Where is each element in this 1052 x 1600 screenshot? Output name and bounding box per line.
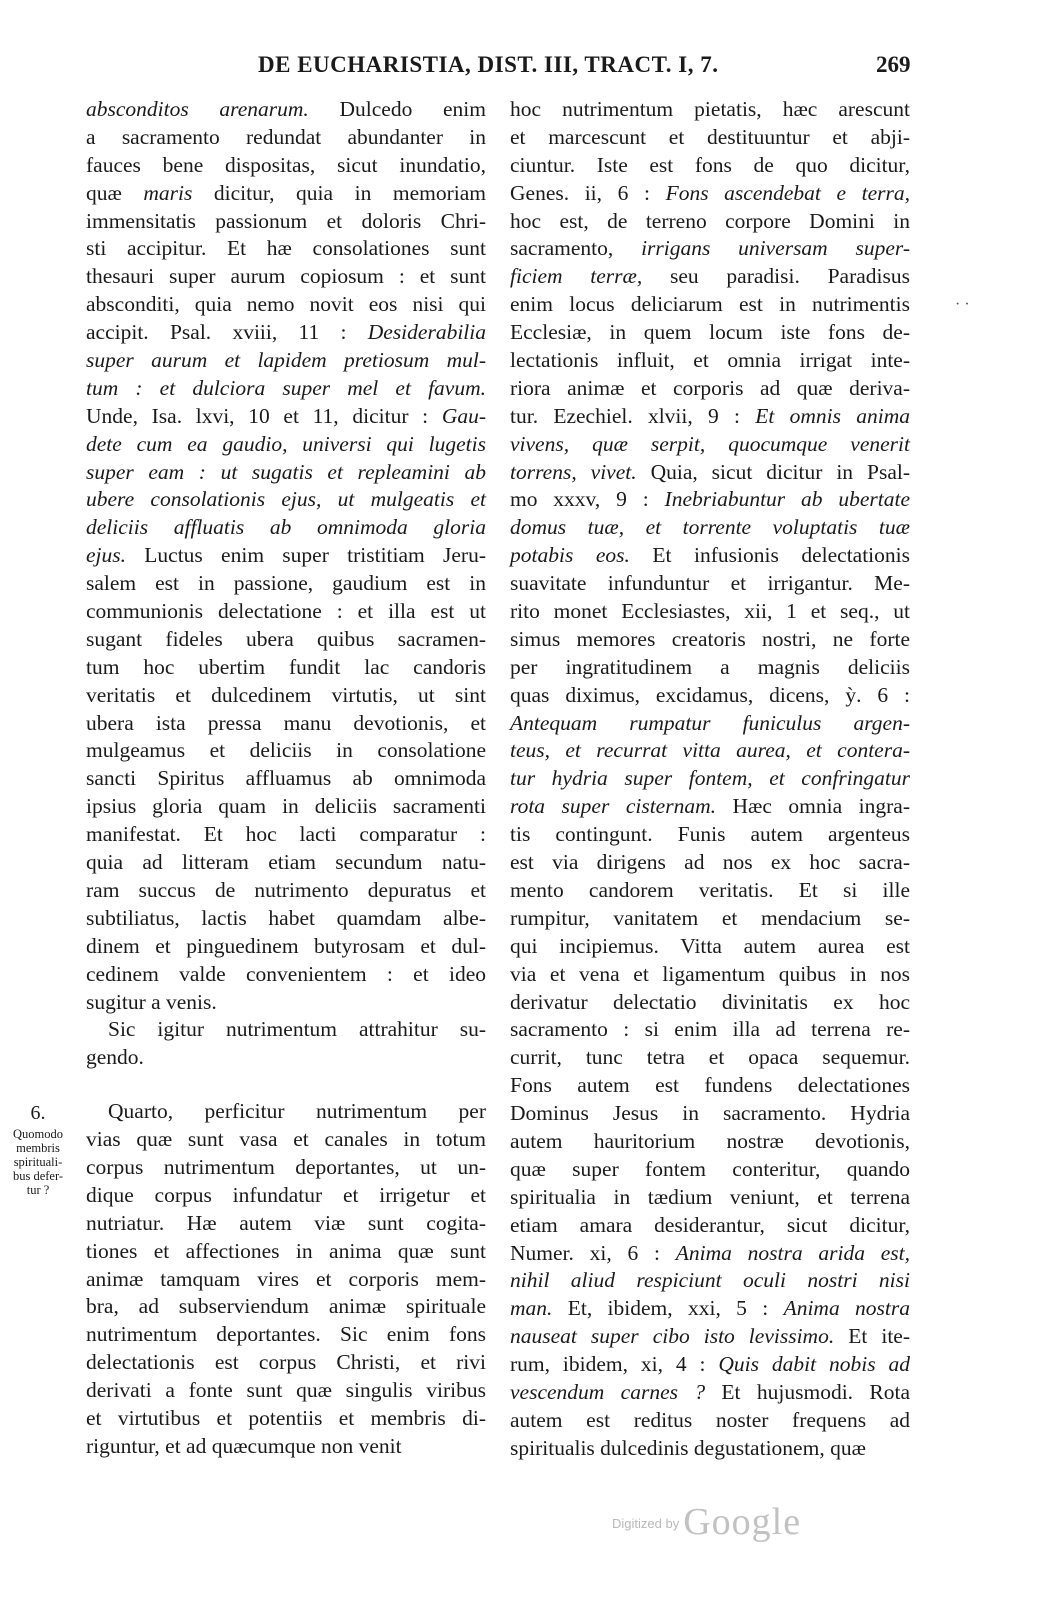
text-segment: Quarto, perficitur nutrimentum per <box>108 1099 486 1124</box>
text-line <box>510 849 910 877</box>
text-segment: animæ tamquam vires et corporis mem- <box>86 1266 486 1291</box>
text-line <box>86 765 486 793</box>
text-line <box>510 737 910 765</box>
marginal-note-line: membris <box>16 1141 60 1155</box>
text-segment: corpus nutrimentum deportantes, ut un- <box>86 1154 486 1179</box>
text-line <box>510 208 910 236</box>
text-segment: sugant fideles ubera quibus sacramen- <box>86 626 486 651</box>
text-segment: dicitur, quia in memoriam <box>192 180 486 205</box>
text-segment: vivens, quæ serpit, quocumque venerit <box>510 431 910 456</box>
text-line <box>510 1100 910 1128</box>
text-segment: derivati a fonte sunt quæ singulis viribus <box>86 1378 486 1403</box>
text-segment: autem est reditus noster frequens ad <box>510 1407 910 1432</box>
text-segment: Et infusionis delectationis <box>629 543 910 568</box>
text-line <box>510 96 910 124</box>
text-line <box>86 152 486 180</box>
text-segment: quæ super fontem conteritur, quando <box>510 1156 910 1181</box>
text-segment: simus memores creatoris nostri, ne forte <box>510 626 910 651</box>
text-segment: tur. Ezechiel. xlvii, 9 : <box>510 403 756 428</box>
text-segment: teus, et recurrat vitta aurea, et contera- <box>510 738 910 763</box>
text-line <box>86 1098 486 1126</box>
text-segment: Genes. ii, 6 : <box>510 180 666 205</box>
text-segment: a sacramento redundat abundanter in <box>86 124 486 149</box>
text-line <box>86 486 486 514</box>
text-segment: Luctus enim super tristitiam Jeru- <box>126 543 486 568</box>
text-line <box>86 989 486 1017</box>
text-segment: Et omnis anima <box>755 403 910 428</box>
text-segment: hoc nutrimentum pietatis, hæc arescunt <box>510 97 910 121</box>
marginal-note-line: spirituali- <box>13 1155 63 1169</box>
text-segment: autem hauritorium nostræ devotionis, <box>510 1128 910 1153</box>
text-segment: tur hydria super fontem, et confringatur <box>510 766 910 791</box>
text-segment: spiritualia in tædium veniunt, et terrena <box>510 1184 910 1209</box>
text-segment: qui incipiemus. Vitta autem aurea est <box>510 933 910 958</box>
text-segment: Gau- <box>441 403 486 428</box>
text-line <box>510 514 910 542</box>
text-line <box>86 598 486 626</box>
text-line <box>86 208 486 236</box>
text-line <box>86 849 486 877</box>
text-segment: tis contingunt. Funis autem argenteus <box>510 822 910 847</box>
text-line <box>510 626 910 654</box>
text-segment: seu paradisi. Paradisus <box>642 264 910 289</box>
marginal-note-line: Quomodo <box>13 1127 63 1141</box>
text-line <box>86 961 486 989</box>
text-line <box>86 905 486 933</box>
text-segment: et marcescunt et destituuntur et abji- <box>510 124 910 149</box>
text-segment: sugitur a venis. <box>86 989 217 1014</box>
text-line <box>510 765 910 793</box>
text-line <box>510 235 910 263</box>
right-column <box>510 96 910 1463</box>
text-segment: Ecclesiæ, in quem locum iste fons de- <box>510 320 910 345</box>
text-line <box>510 403 910 431</box>
text-line <box>510 1072 910 1100</box>
text-segment: mento candorem veritatis. Et si ille <box>510 877 910 902</box>
text-line <box>86 1044 486 1072</box>
text-segment: nutriatur. Hæ autem viæ sunt cogita- <box>86 1210 486 1235</box>
text-line <box>86 1238 486 1266</box>
text-line <box>86 124 486 152</box>
text-line <box>510 486 910 514</box>
text-line <box>510 1184 910 1212</box>
text-segment: absconditi, quia nemo novit eos nisi qui <box>86 292 486 317</box>
text-line <box>86 514 486 542</box>
text-segment: Hæc omnia ingra- <box>716 794 910 819</box>
text-line <box>510 682 910 710</box>
marginal-note-block <box>7 1102 69 1197</box>
text-line <box>510 989 910 1017</box>
paragraph-gap <box>86 1072 486 1098</box>
text-segment: enim locus deliciarum est in nutrimentis <box>510 292 910 317</box>
text-line <box>510 1212 910 1240</box>
text-line <box>510 291 910 319</box>
text-line <box>510 821 910 849</box>
text-line <box>510 319 910 347</box>
text-line <box>86 235 486 263</box>
text-segment: nauseat super cibo isto levissimo. <box>510 1324 835 1349</box>
text-line <box>510 933 910 961</box>
text-segment: Quia, sicut dicitur in Psal- <box>636 459 910 484</box>
text-segment: Inebriabuntur ab ubertate <box>664 487 910 512</box>
google-logo: Google <box>683 1501 802 1543</box>
text-line <box>510 1295 910 1323</box>
text-segment: Sic igitur nutrimentum attrahitur su- <box>108 1017 486 1042</box>
text-segment: Et ite- <box>834 1324 910 1349</box>
text-line <box>510 1128 910 1156</box>
page-number: 269 <box>876 52 911 77</box>
text-line <box>510 1044 910 1072</box>
text-segment: quia ad litteram etiam secundum natu- <box>86 850 486 875</box>
text-segment: super eam : ut sugatis et repleamini ab <box>86 459 486 484</box>
text-segment: bra, ad subserviendum animæ spirituale <box>86 1294 486 1319</box>
text-line <box>86 1016 486 1044</box>
text-segment: spiritualis dulcedinis degustationem, quæ <box>510 1435 866 1460</box>
text-segment: rota super cisternam. <box>510 794 716 819</box>
text-line <box>86 1433 486 1461</box>
text-segment: ram succus de nutrimento depuratus et <box>86 877 486 902</box>
text-line <box>86 180 486 208</box>
text-segment: Anima nostra arida est, <box>675 1240 910 1265</box>
text-line <box>510 961 910 989</box>
text-segment: gendo. <box>86 1045 144 1070</box>
text-segment: immensitatis passionum et doloris Chri- <box>86 208 486 233</box>
text-line <box>510 347 910 375</box>
text-line <box>510 1435 910 1463</box>
text-segment: et virtutibus et potentiis et membris di- <box>86 1405 486 1430</box>
text-line <box>510 124 910 152</box>
text-line <box>510 710 910 738</box>
text-line <box>510 263 910 291</box>
running-title: DE EUCHARISTIA, DIST. III, TRACT. I, 7. <box>258 52 719 77</box>
text-segment: ubera ista pressa manu devotionis, et <box>86 710 486 735</box>
text-line <box>86 1182 486 1210</box>
text-line <box>86 682 486 710</box>
text-line <box>510 1407 910 1435</box>
text-segment: Unde, Isa. lxvi, 10 et 11, dicitur : <box>86 403 442 428</box>
text-segment: derivatur delectatio divinitatis ex hoc <box>510 989 910 1014</box>
text-line <box>510 542 910 570</box>
text-segment: mulgeamus et deliciis in consolatione <box>86 738 486 763</box>
text-line <box>510 1379 910 1407</box>
text-line <box>510 1351 910 1379</box>
text-segment: est via dirigens ad nos ex hoc sacra- <box>510 850 910 875</box>
text-line <box>86 403 486 431</box>
text-segment: accipit. Psal. xviii, 11 : <box>86 320 368 345</box>
text-segment: torrens, vivet. <box>510 459 637 484</box>
text-segment: sacramento : si enim illa ad terrena re- <box>510 1017 910 1042</box>
text-segment: rumpitur, vanitatem et mendacium se- <box>510 905 910 930</box>
text-segment: rito monet Ecclesiastes, xii, 1 et seq., ut <box>510 599 910 624</box>
section-number: 6. <box>30 1102 46 1124</box>
text-segment: riguntur, et ad quæcumque non venit <box>86 1433 402 1458</box>
text-segment: manifestat. Et hoc lacti comparatur : <box>86 822 486 847</box>
text-segment: tum hoc ubertim fundit lac candoris <box>86 654 486 679</box>
text-segment: per ingratitudinem a magnis deliciis <box>510 654 910 679</box>
text-line <box>86 933 486 961</box>
text-line <box>510 905 910 933</box>
text-line <box>510 1240 910 1268</box>
text-line <box>510 1267 910 1295</box>
text-segment: Et, ibidem, xxi, 5 : <box>552 1296 784 1321</box>
text-segment: vias quæ sunt vasa et canales in totum <box>86 1127 486 1152</box>
text-line <box>86 1349 486 1377</box>
text-line <box>86 1126 486 1154</box>
text-segment: absconditos arenarum. <box>86 97 309 121</box>
text-segment: suavitate infunduntur et irrigantur. Me- <box>510 571 910 596</box>
text-line <box>510 1323 910 1351</box>
margin-dots: ·· <box>955 296 974 313</box>
text-line <box>86 347 486 375</box>
text-segment: Fons ascendebat e terra, <box>665 180 911 205</box>
text-segment: fauces bene dispositas, sicut inundatio, <box>86 152 486 177</box>
marginal-note-line: tur ? <box>26 1183 50 1197</box>
text-line <box>510 431 910 459</box>
text-segment: salem est in passione, gaudium est in <box>86 571 486 596</box>
text-segment: ficiem terræ, <box>510 264 643 289</box>
text-segment: Et hujusmodi. Rota <box>705 1379 910 1404</box>
text-segment: thesauri super aurum copiosum : et sunt <box>86 264 486 289</box>
text-segment: ipsius gloria quam in deliciis sacramenti <box>86 794 486 819</box>
text-segment: nihil aliud respiciunt oculi nostri nisi <box>510 1268 910 1293</box>
text-segment: etiam amara desiderantur, sicut dicitur, <box>510 1212 910 1237</box>
text-line <box>86 431 486 459</box>
text-segment: Antequam rumpatur funiculus argen- <box>510 710 910 735</box>
text-line <box>86 1321 486 1349</box>
text-line <box>510 1156 910 1184</box>
text-segment: hoc est, de terreno corpore Domini in <box>510 208 910 233</box>
text-line <box>510 654 910 682</box>
text-segment: deliciis affluatis ab omnimoda gloria <box>86 515 486 540</box>
text-line <box>510 877 910 905</box>
text-segment: ejus. <box>86 543 127 568</box>
text-line <box>86 877 486 905</box>
text-line <box>86 1210 486 1238</box>
text-line <box>86 459 486 487</box>
text-segment: delectationis est corpus Christi, et rivi <box>86 1350 486 1375</box>
left-column <box>86 96 486 1461</box>
text-line <box>510 180 910 208</box>
digitized-watermark <box>612 1500 801 1550</box>
text-line <box>86 263 486 291</box>
text-segment: Dulcedo enim <box>308 97 486 121</box>
text-line <box>510 1016 910 1044</box>
text-segment: Dominus Jesus in sacramento. Hydria <box>510 1101 910 1126</box>
text-segment: riora animæ et corporis ad quæ deriva- <box>510 375 910 400</box>
text-segment: vescendum carnes ? <box>510 1379 706 1404</box>
text-segment: Fons autem est fundens delectationes <box>510 1073 910 1098</box>
text-segment: lectationis influit, et omnia irrigat inte- <box>510 348 910 373</box>
text-line <box>86 542 486 570</box>
marginal-note-line: bus defer- <box>12 1169 64 1183</box>
text-line <box>510 375 910 403</box>
text-segment: veritatis et dulcedinem virtutis, ut sint <box>86 682 486 707</box>
text-line <box>86 1377 486 1405</box>
text-segment: mo xxxv, 9 : <box>510 487 665 512</box>
text-line <box>86 737 486 765</box>
text-segment: super aurum et lapidem pretiosum mul- <box>86 348 486 373</box>
text-segment: currit, tunc tetra et opaca sequemur. <box>510 1045 910 1070</box>
text-segment: potabis eos. <box>510 543 630 568</box>
text-segment: Anima nostra <box>783 1296 910 1321</box>
text-segment: Desiderabilia <box>367 320 486 345</box>
text-segment: domus tuæ, et torrente voluptatis tuæ <box>510 515 910 540</box>
text-line <box>510 152 910 180</box>
text-segment: irrigans universam super- <box>641 236 910 261</box>
text-line <box>86 291 486 319</box>
text-segment: maris <box>143 180 193 205</box>
text-segment: communionis delectatione : et illa est ut <box>86 599 486 624</box>
text-line <box>510 459 910 487</box>
text-segment: tiones et affectiones in anima quæ sunt <box>86 1238 486 1263</box>
text-segment: Quis dabit nobis ad <box>718 1352 910 1377</box>
text-line <box>86 710 486 738</box>
text-segment: sancti Spiritus affluamus ab omnimoda <box>86 766 486 791</box>
text-line <box>86 319 486 347</box>
page-header <box>0 52 1052 86</box>
text-segment: dique corpus infundatur et irrigetur et <box>86 1182 486 1207</box>
text-line <box>86 1154 486 1182</box>
text-segment: dete cum ea gaudio, universi qui lugetis <box>86 431 486 456</box>
text-segment: subtiliatus, lactis habet quamdam albe- <box>86 905 486 930</box>
text-segment: ciuntur. Iste est fons de quo dicitur, <box>510 152 910 177</box>
text-segment: via et vena et ligamentum quibus in nos <box>510 961 910 986</box>
text-segment: quæ <box>86 180 144 205</box>
text-segment: sacramento, <box>510 236 642 261</box>
text-segment: cedinem valde convenientem : et ideo <box>86 961 486 986</box>
text-line <box>510 793 910 821</box>
text-line <box>86 570 486 598</box>
text-segment: ubere consolationis ejus, ut mulgeatis et <box>86 487 486 512</box>
text-segment: dinem et pinguedinem butyrosam et dul- <box>86 933 486 958</box>
text-segment: tum : et dulciora super mel et favum. <box>86 375 486 400</box>
text-segment: rum, ibidem, xi, 4 : <box>510 1352 719 1377</box>
text-line <box>86 793 486 821</box>
text-line <box>86 1405 486 1433</box>
text-line <box>86 1293 486 1321</box>
text-segment: sti accipitur. Et hæ consolationes sunt <box>86 236 486 261</box>
text-segment: quas diximus, excidamus, dicens, ỳ. 6 : <box>510 682 910 707</box>
text-segment: man. <box>510 1296 553 1321</box>
digitized-label: Digitized by <box>612 1516 680 1531</box>
text-segment: Numer. xi, 6 : <box>510 1240 676 1265</box>
text-line <box>86 96 486 124</box>
text-line <box>510 598 910 626</box>
text-line <box>86 654 486 682</box>
text-line <box>86 375 486 403</box>
text-line <box>86 821 486 849</box>
text-segment: nutrimentum deportantes. Sic enim fons <box>86 1322 486 1347</box>
text-line <box>86 626 486 654</box>
text-line <box>510 570 910 598</box>
text-line <box>86 1266 486 1294</box>
